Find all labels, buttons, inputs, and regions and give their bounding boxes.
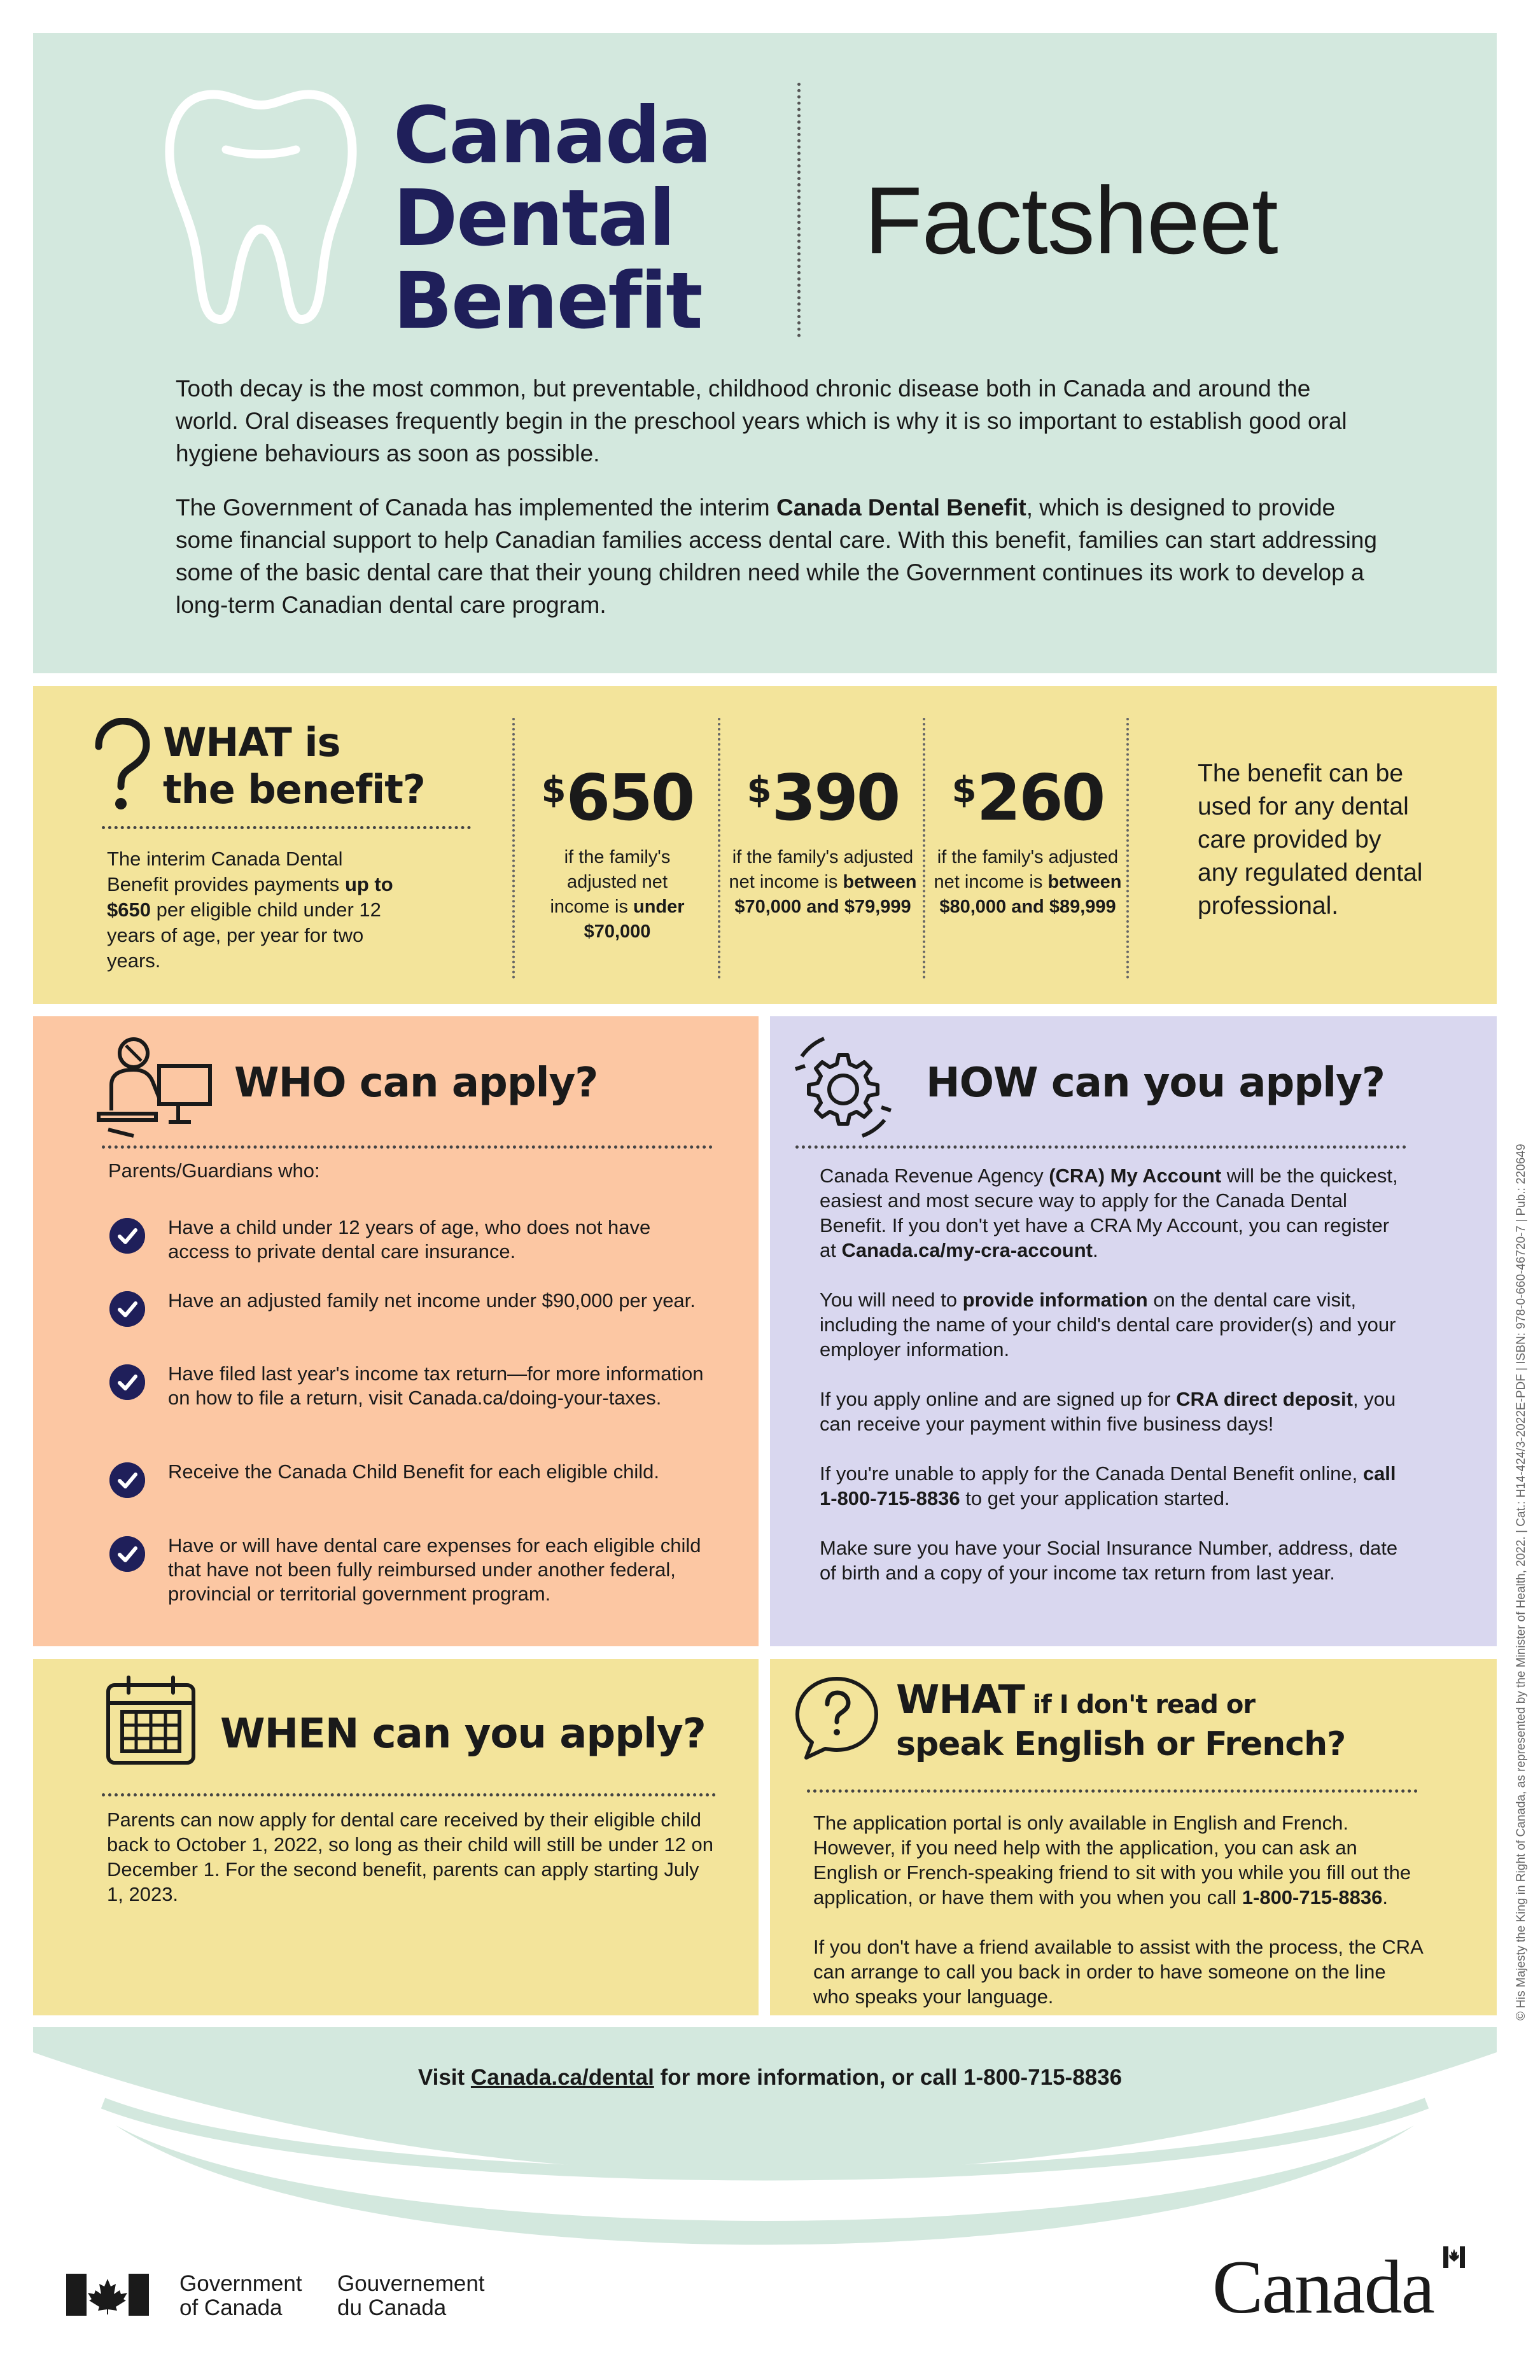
when-heading: WHEN can you apply? (220, 1711, 706, 1758)
copyright-credit: © His Majesty the King in Right of Canada, as represented by the Minister of Health, 2022. | Cat.: H14-424/3-2022E-PDF | ISBN: 978-0-660-46720-7 | Pub.: 220649 (1515, 1144, 1528, 2020)
calendar-icon (103, 1672, 199, 1768)
language-divider (807, 1789, 1418, 1793)
how-paragraph: Canada Revenue Agency (CRA) My Account will be the quickest, easiest and most secure way to apply for the Canada Dental Benefit. If you don't yet have a CRA My Account, you can register at Canada.ca/my-cra-account. (820, 1165, 1398, 1261)
amount-value: $650 (541, 760, 694, 835)
amount-condition: if the family's adjusted net income is under $70,000 (550, 847, 685, 942)
how-paragraph: Make sure you have your Social Insurance Number, address, date of birth and a copy of your income tax return from last year. (820, 1537, 1398, 1584)
checkmark-icon (109, 1364, 145, 1400)
page-title (393, 90, 788, 346)
amount-tier-2 (724, 760, 921, 920)
speech-bubble-question-icon (792, 1674, 881, 1763)
amount-condition: if the family's adjusted net income is between $70,000 and $79,999 (729, 847, 917, 917)
cra-account-link[interactable]: Canada.ca/my-cra-account (841, 1239, 1093, 1261)
intro-paragraph-1: Tooth decay is the most common, but preventable, childhood chronic disease both in Canada and around the world. Oral diseases frequently begin in the preschool years which is why it is so important to establish good oral hygiene behaviours as soon as possible. (176, 375, 1347, 466)
amount-divider (923, 718, 925, 979)
checkmark-icon (109, 1536, 145, 1572)
wordmark-flag-icon (1443, 2246, 1465, 2268)
when-body: Parents can now apply for dental care received by their eligible child back to October 1, 2022, so long as their child will still be under 12 on December 1. For the second benefit, parents can apply starting July 1, 2023. (107, 1809, 713, 1905)
title-line-3: Benefit (393, 256, 702, 346)
title-divider (797, 83, 801, 337)
person-at-computer-icon (95, 1034, 216, 1142)
amount-divider (718, 718, 720, 979)
benefit-description: The interim Canada Dental Benefit provides payments up to $650 per eligible child under 12 years of age, per year for two years. (107, 848, 393, 972)
visit-line: Visit Canada.ca/dental for more information, or call 1-800-715-8836 (417, 2065, 1123, 2090)
checkmark-icon (109, 1462, 145, 1498)
amount-value: $390 (746, 760, 899, 835)
how-body (820, 1163, 1405, 1610)
how-paragraph: If you're unable to apply for the Canada Dental Benefit online, call 1-800-715-8836 to get your application started. (820, 1462, 1396, 1509)
language-heading: WHAT if I don't read or speak English or French? (896, 1676, 1346, 1763)
amount-condition: if the family's adjusted net income is between $80,000 and $89,999 (934, 847, 1122, 917)
benefit-divider (102, 826, 471, 829)
how-paragraph: If you apply online and are signed up for CRA direct deposit, you can receive your payment within five business days! (820, 1388, 1396, 1435)
how-divider (795, 1145, 1406, 1149)
amount-value: $260 (951, 760, 1104, 835)
benefit-heading: WHAT is the benefit? (163, 719, 425, 813)
canada-flag-icon (66, 2274, 149, 2316)
tooth-icon (159, 76, 363, 331)
checkmark-icon (109, 1291, 145, 1327)
language-paragraph: If you don't have a friend available to assist with the process, the CRA can arrange to call you back in order to have someone on the line who speaks your language. (813, 1936, 1423, 2008)
government-of-canada-en: Government of Canada (179, 2271, 302, 2320)
title-line-1: Canada (393, 90, 711, 181)
canada-wordmark: Canada (1212, 2244, 1434, 2329)
when-divider (102, 1793, 716, 1796)
how-heading: HOW can you apply? (926, 1060, 1385, 1107)
who-intro: Parents/Guardians who: (108, 1159, 320, 1182)
amount-tier-1 (519, 760, 716, 944)
how-paragraph: You will need to provide information on the dental care visit, including the name of your child's dental care provider(s) and your employer information. (820, 1289, 1396, 1361)
factsheet-label: Factsheet (864, 167, 1278, 274)
who-divider (102, 1145, 713, 1149)
benefit-note: The benefit can be used for any dental care provided by any regulated dental professional. (1198, 760, 1423, 920)
intro-paragraph-2: The Government of Canada has implemented the interim Canada Dental Benefit, which is designed to provide some financial support to help Canadian families access dental care. With this benefit, families can start addressing some of the basic dental care that their young children need while the Government continues its work to develop a long-term Canadian dental care program. (176, 494, 1377, 618)
gear-icon (789, 1031, 897, 1139)
question-mark-icon (86, 718, 156, 813)
amount-divider (1126, 718, 1129, 979)
intro-text (176, 372, 1378, 643)
language-paragraph: The application portal is only available in English and French. However, if you need help with the application, you can ask an English or French-speaking friend to sit with you while you fill out the application, or have them with you when you call 1-800-715-8836. (813, 1812, 1411, 1908)
language-body (813, 1810, 1424, 2034)
checkmark-icon (109, 1218, 145, 1254)
amount-tier-3 (929, 760, 1126, 920)
amount-divider (512, 718, 515, 979)
dental-website-link[interactable]: Canada.ca/dental (470, 2065, 654, 2090)
who-heading: WHO can apply? (234, 1060, 598, 1107)
title-line-2: Dental (393, 173, 675, 263)
government-of-canada-fr: Gouvernement du Canada (337, 2271, 485, 2320)
